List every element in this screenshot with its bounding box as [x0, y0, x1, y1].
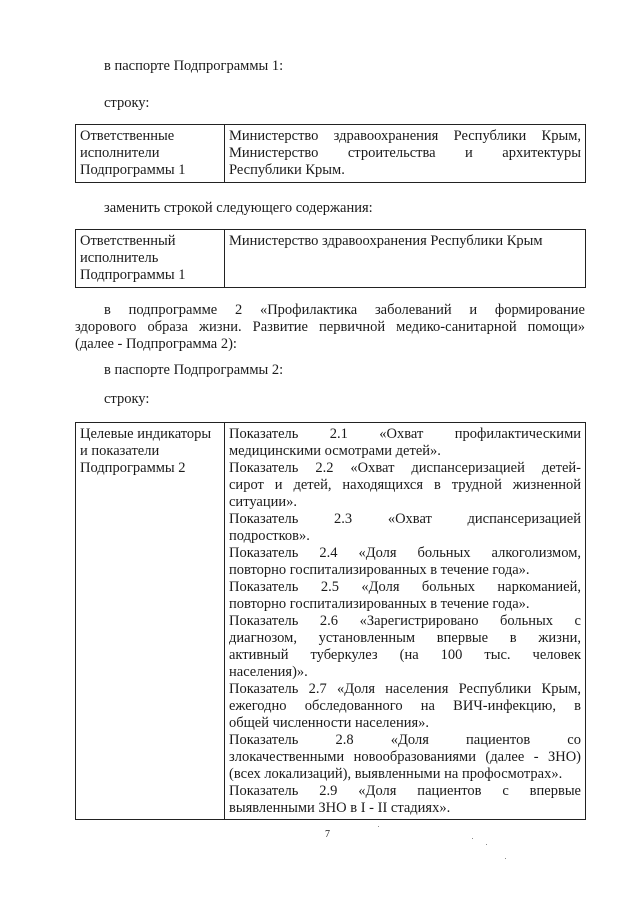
table-row: [76, 423, 586, 820]
replace-instruction: заменить строкой следующего содержания:: [104, 200, 373, 216]
table-target-indicators: [75, 422, 586, 820]
table-row: [76, 125, 586, 183]
cell-line: Показатель 2.2 «Охват диспансеризацией детей-: [229, 460, 581, 476]
table-cell-value: [225, 423, 586, 820]
scan-speck: [505, 858, 506, 859]
paragraph-line: (далее - Подпрограмма 2):: [75, 336, 237, 352]
cell-line: Показатель 2.1 «Охват профилактическими: [229, 426, 581, 442]
cell-line: злокачественными новообразованиями (далее - ЗНО): [229, 749, 581, 765]
cell-line: Показатель 2.8 «Доля пациентов со: [229, 732, 581, 748]
cell-line: активный туберкулез (на 100 тыс. человек: [229, 647, 581, 663]
table-cell-value: [225, 125, 586, 183]
scan-speck: [378, 826, 379, 827]
table-cell-label: [76, 125, 225, 183]
cell-line: повторно госпитализированных в течение года».: [229, 562, 530, 578]
cell-line: Показатель 2.5 «Доля больных наркоманией,: [229, 579, 581, 595]
cell-line: Показатель 2.7 «Доля населения Республики Крым,: [229, 681, 581, 697]
cell-line: выявленными ЗНО в I - II стадиях».: [229, 800, 451, 816]
scan-speck: [486, 844, 487, 845]
cell-line: Республики Крым.: [229, 162, 345, 178]
word-stroku-2: строку:: [104, 391, 150, 407]
cell-line: Целевые индикаторы: [80, 426, 212, 442]
cell-line: Ответственный: [80, 233, 176, 249]
cell-line: (всех локализаций), выявленными на профосмотрах».: [229, 766, 563, 782]
passport-intro-1: в паспорте Подпрограммы 1:: [104, 58, 284, 74]
scan-speck: [472, 838, 473, 839]
paragraph-line: здорового образа жизни. Развитие первичной медико-санитарной помощи»: [75, 319, 585, 335]
cell-line: Показатель 2.6 «Зарегистрировано больных с: [229, 613, 581, 629]
cell-line: Министерство здравоохранения Республики Крым: [229, 233, 543, 249]
cell-line: сирот и детей, находящихся в трудной жизненной: [229, 477, 581, 493]
cell-line: Показатель 2.3 «Охват диспансеризацией: [229, 511, 581, 527]
cell-line: и показатели: [80, 443, 160, 459]
table-cell-value: [225, 230, 586, 288]
subprogram-2-paragraph: [75, 302, 585, 353]
table-cell-label: [76, 423, 225, 820]
table-responsible-old: [75, 124, 586, 183]
paragraph-line: в подпрограмме 2 «Профилактика заболеваний и формирование: [104, 302, 585, 318]
cell-line: Подпрограммы 2: [80, 460, 186, 476]
cell-line: ежегодно обследованного на ВИЧ-инфекцию, в: [229, 698, 581, 714]
cell-line: медицинскими осмотрами детей».: [229, 443, 441, 459]
cell-line: исполнители: [80, 145, 160, 161]
cell-line: Подпрограммы 1: [80, 267, 186, 283]
cell-line: Ответственные: [80, 128, 175, 144]
cell-line: общей численности населения».: [229, 715, 430, 731]
cell-line: диагнозом, установленным впервые в жизни,: [229, 630, 581, 646]
table-responsible-new: [75, 229, 586, 288]
cell-line: населения)».: [229, 664, 308, 680]
cell-line: Министерство здравоохранения Республики Крым,: [229, 128, 581, 144]
passport-intro-2: в паспорте Подпрограммы 2:: [104, 362, 284, 378]
page-number: 7: [325, 829, 330, 840]
cell-line: Подпрограммы 1: [80, 162, 186, 178]
cell-line: Министерство строительства и архитектуры: [229, 145, 581, 161]
cell-line: подростков».: [229, 528, 310, 544]
cell-line: Показатель 2.9 «Доля пациентов с впервые: [229, 783, 581, 799]
cell-line: повторно госпитализированных в течение года».: [229, 596, 530, 612]
cell-line: исполнитель: [80, 250, 159, 266]
word-stroku-1: строку:: [104, 95, 150, 111]
table-row: [76, 230, 586, 288]
table-cell-label: [76, 230, 225, 288]
cell-line: Показатель 2.4 «Доля больных алкоголизмом,: [229, 545, 581, 561]
cell-line: ситуации».: [229, 494, 297, 510]
